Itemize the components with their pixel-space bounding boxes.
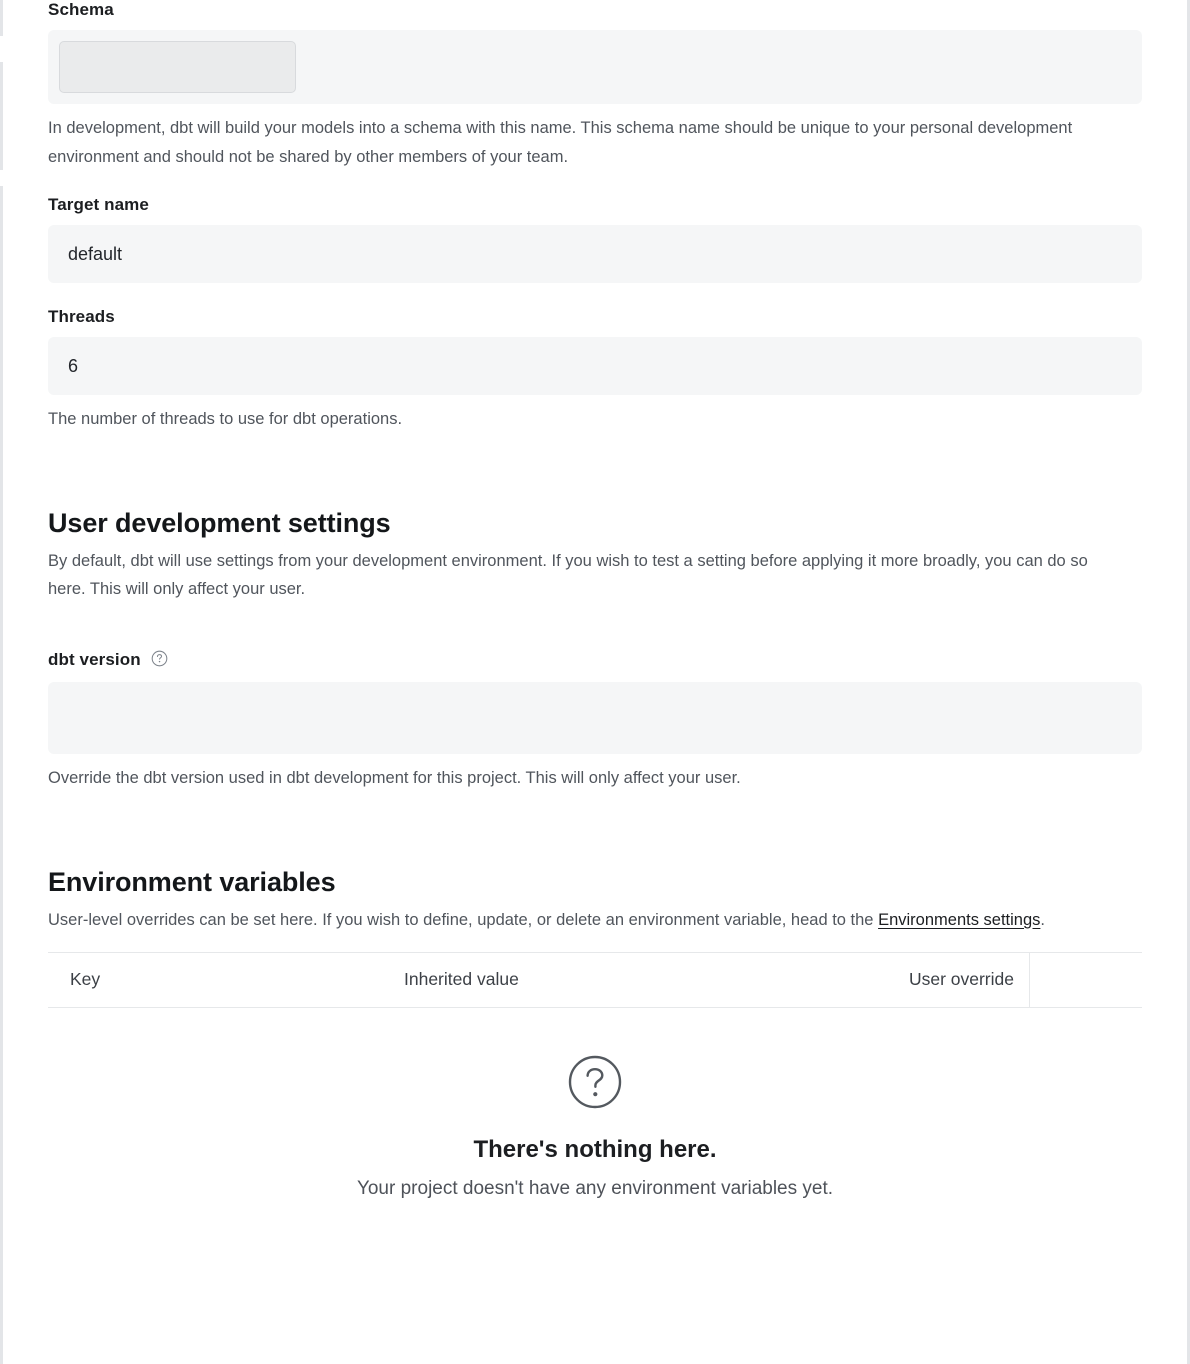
schema-input-inner[interactable] (59, 41, 296, 93)
environment-variables-table (48, 952, 1142, 1008)
schema-input[interactable] (48, 30, 1142, 104)
table-header-row (48, 953, 1142, 1007)
spacer (48, 283, 1142, 307)
column-header-user-override: User override (908, 969, 1014, 990)
dbt-version-input[interactable] (48, 682, 1142, 754)
left-edge-rail-middle (0, 62, 3, 170)
environment-variables-description-before: User-level overrides can be set here. If you wish to define, update, or delete an environment variable, head to the (48, 910, 879, 929)
empty-state-title: There's nothing here. (473, 1135, 717, 1163)
left-edge-rail-top (0, 0, 3, 36)
schema-label: Schema (48, 0, 114, 19)
target-name-label: Target name (48, 195, 149, 215)
threads-input[interactable]: 6 (48, 337, 1142, 395)
spacer (48, 604, 1142, 650)
threads-help-text: The number of threads to use for dbt operations. (48, 410, 403, 429)
environment-variables-description-after: . (1040, 910, 1045, 929)
user-development-settings-section (48, 508, 1142, 792)
environment-variables-title: Environment variables (48, 866, 336, 897)
target-name-field-group (48, 195, 1142, 283)
dbt-version-label-text: dbt version (48, 649, 141, 669)
column-header-inherited-value: Inherited value (404, 969, 519, 990)
dbt-version-label (48, 650, 1142, 672)
question-circle-icon (567, 1054, 623, 1110)
spacer (48, 793, 1142, 867)
environment-variables-empty-state (48, 1008, 1142, 1200)
environment-variables-section (48, 867, 1142, 1200)
settings-panel (48, 0, 1142, 1200)
threads-field-group (48, 307, 1142, 434)
user-development-settings-title: User development settings (48, 508, 391, 539)
environment-variables-description (48, 906, 1113, 934)
target-name-input[interactable]: default (48, 225, 1142, 283)
spacer (48, 434, 1142, 508)
dbt-version-help-text: Override the dbt version used in dbt development for this project. This will only affect your user. (48, 768, 741, 787)
spacer (48, 171, 1142, 195)
user-development-settings-description: By default, dbt will use settings from your development environment. If you wish to test a setting before applying it more broadly, you can do so here. This will only affect your user. (48, 552, 1088, 599)
column-header-key: Key (70, 969, 101, 990)
column-header-actions (1029, 953, 1142, 1007)
question-circle-icon[interactable] (151, 650, 168, 672)
environments-settings-link[interactable]: Environments settings (878, 910, 1041, 929)
threads-label: Threads (48, 307, 115, 327)
schema-help-text: In development, dbt will build your models into a schema with this name. This schema name should be unique to your personal development environment and should not be shared by other members of your team. (48, 119, 1073, 166)
empty-state-subtitle: Your project doesn't have any environment variables yet. (356, 1177, 834, 1199)
dbt-version-field-group (48, 650, 1142, 793)
schema-field-group (48, 0, 1142, 171)
left-edge-rail-bottom (0, 186, 3, 1364)
